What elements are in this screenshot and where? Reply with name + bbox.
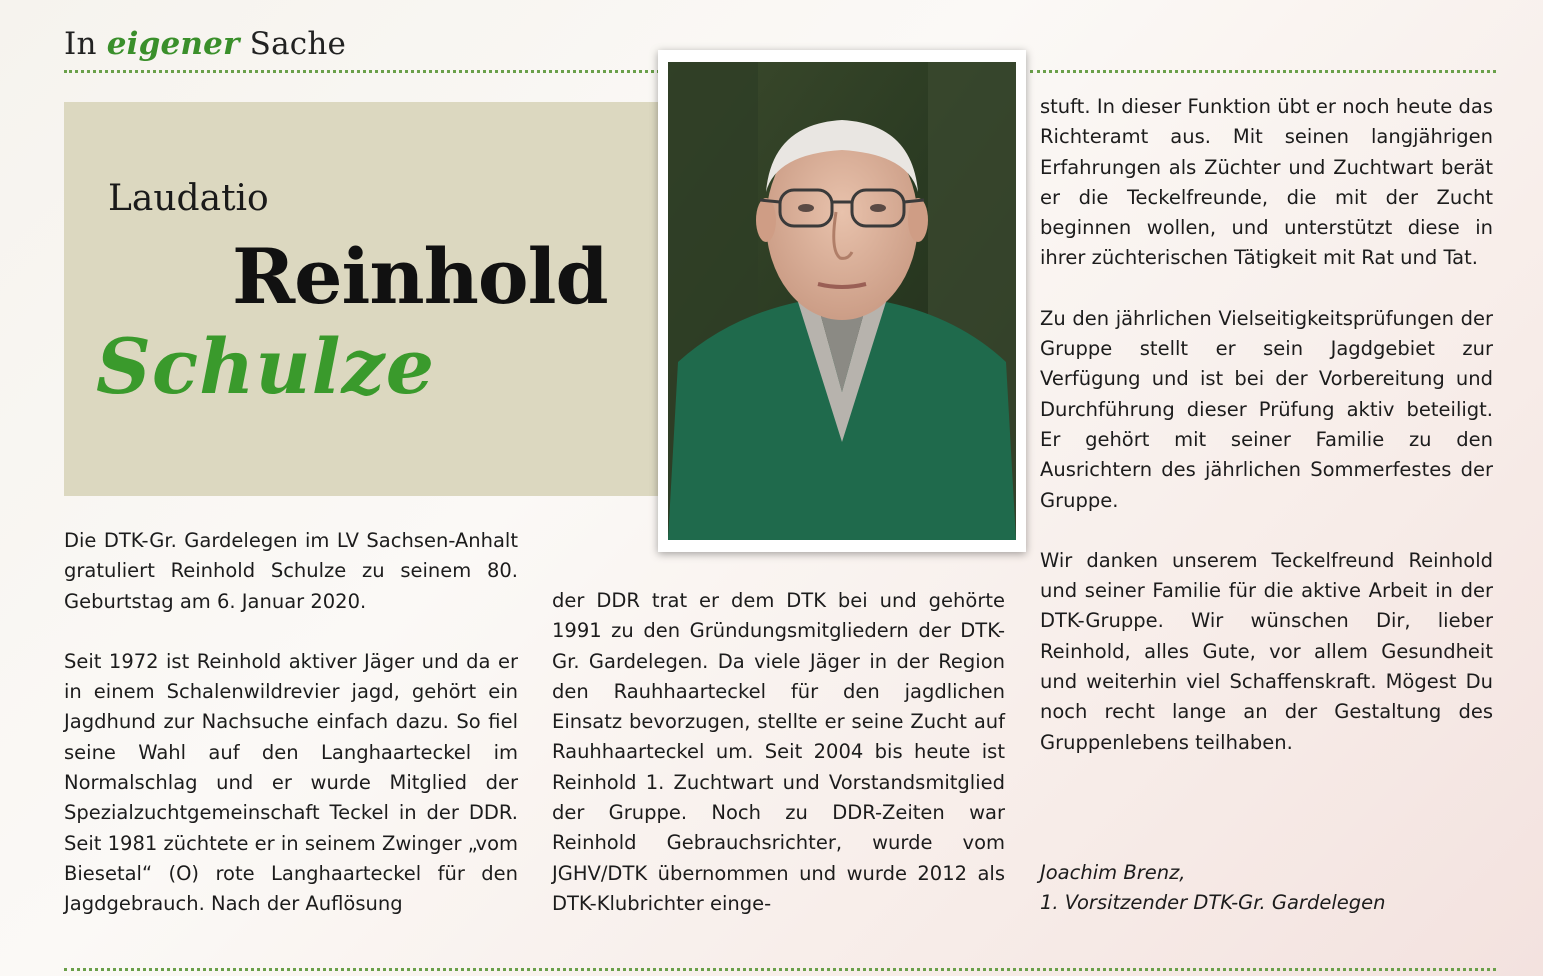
paragraph: Die DTK-Gr. Gardelegen im LV Sachsen-Anhalt gratuliert Reinhold Schulze zu seinem 80. Geburtstag am 6. Januar 2020. xyxy=(64,529,518,613)
header-prefix: In xyxy=(64,26,97,62)
section-header xyxy=(64,26,346,62)
title-kicker: Laudatio xyxy=(108,178,269,219)
column-left xyxy=(64,526,518,920)
portrait-photo xyxy=(658,50,1026,552)
title-last-name: Schulze xyxy=(96,322,436,411)
paragraph: Seit 1972 ist Reinhold aktiver Jäger und da er in einem Schalenwildrevier jagd, gehört ein Jagdhund zur Nachsuche einfach dazu. So fiel seine Wahl auf den Langhaarteckel im Normalschlag und er wurde Mitglied der Spezialzuchtgemeinschaft Teckel in der DDR. Seit 1981 züchtete er in seinem Zwinger „vom Biesetal“ (O) rote Langhaarteckel für den Jagdgebrauch. Nach der Auflösung xyxy=(64,649,518,916)
paragraph: Wir danken unserem Teckelfreund Reinhold und seiner Familie für die aktive Arbeit in der DTK-Gruppe. Wir wünschen Dir, lieber Reinhold, alles Gute, vor allem Gesundheit und weiterhin viel Schaffenskraft. Mögest Du noch recht lange an der Gestaltung des Gruppenlebens teilhaben. xyxy=(1040,548,1493,754)
header-suffix: Sache xyxy=(249,26,347,62)
top-divider-left xyxy=(64,70,660,73)
top-divider-right xyxy=(1030,70,1496,73)
signature-name: Joachim Brenz, xyxy=(1040,861,1186,884)
signature-role: 1. Vorsitzender DTK-Gr. Gardelegen xyxy=(1040,891,1386,915)
bottom-divider xyxy=(64,968,1496,971)
paragraph: der DDR trat er dem DTK bei und gehörte 1991 zu den Gründungsmitgliedern der DTK-Gr. Gardelegen. Da viele Jäger in der Region den Rauhhaarteckel für den jagdlichen Einsatz bevorzugen, stellte er seine Zucht auf Rauhhaarteckel um. Seit 2004 bis heute ist Reinhold 1. Zuchtwart und Vorstandsmitglied der Gruppe. Noch zu DDR-Zeiten war Reinhold Gebrauchsrichter, wurde vom JGHV/DTK übernommen und wurde 2012 als DTK-Klubrichter einge- xyxy=(552,589,1005,915)
signature xyxy=(1040,858,1493,919)
paragraph: stuft. In dieser Funktion übt er noch heute das Richteramt aus. Mit seinen langjährigen Erfahrungen als Züchter und Zuchtwart berät er die Teckelfreunde, die mit der Zucht beginnen wollen, und unterstützt diese in ihrer züchterischen Tätigkeit mit Rat und Tat. xyxy=(1040,95,1493,270)
column-middle xyxy=(552,586,1005,919)
title-first-name: Reinhold xyxy=(232,232,608,321)
paragraph: Zu den jährlichen Vielseitigkeitsprüfungen der Gruppe stellt er sein Jagdgebiet zur Verfügung und ist bei der Vorbereitung und Durchführung dieser Prüfung aktiv beteiligt. Er gehört mit seiner Familie zu den Ausrichtern des jährlichen Sommerfestes der Gruppe. xyxy=(1040,306,1493,512)
portrait-photo-icon xyxy=(668,62,1016,540)
header-emphasis: eigener xyxy=(106,26,240,62)
column-right xyxy=(1040,92,1493,758)
